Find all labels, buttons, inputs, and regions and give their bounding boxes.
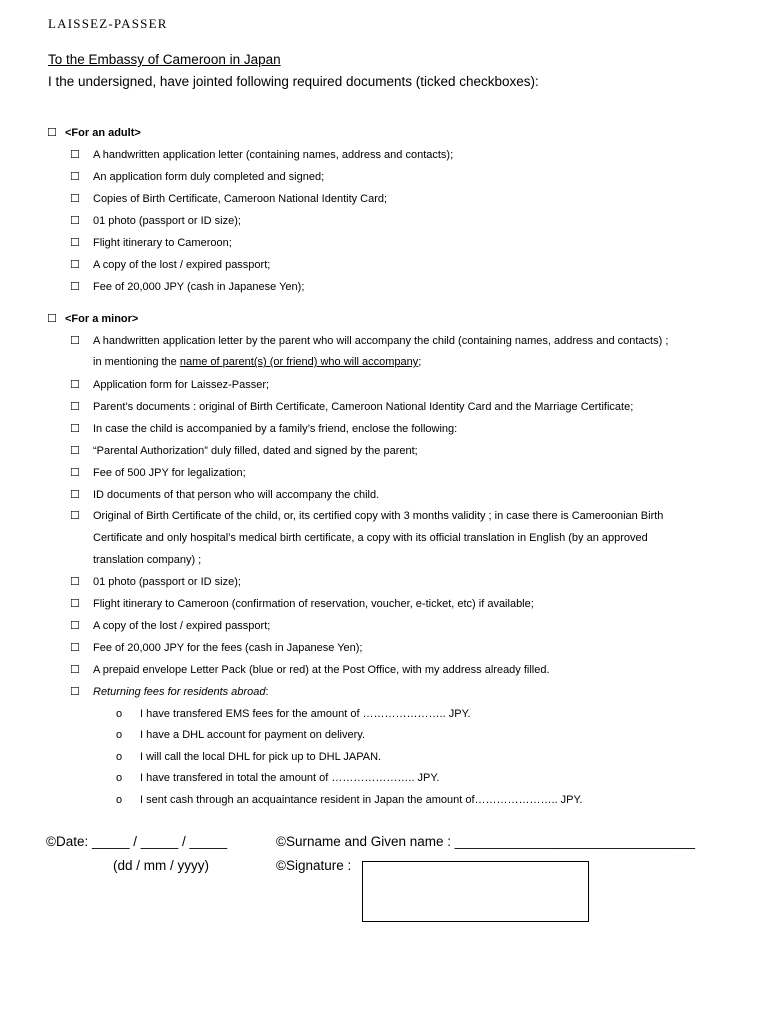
minor-item-continuation: translation company) ; [93, 554, 202, 566]
section-adult [47, 126, 141, 140]
radio-bullet-icon[interactable]: o [116, 708, 123, 720]
minor-item: ☐ Fee of 20,000 JPY for the fees (cash in Japanese Yen); [70, 642, 363, 654]
section-minor [47, 312, 138, 326]
checkbox-icon[interactable]: ☐ [70, 193, 80, 205]
minor-item: ☐ Fee of 500 JPY for legalization; [70, 467, 246, 479]
checkbox-icon[interactable]: ☐ [70, 401, 80, 413]
checkbox-icon[interactable]: ☐ [70, 664, 80, 676]
checkbox-icon[interactable]: ☐ [70, 445, 80, 457]
checkbox-icon[interactable]: ☐ [70, 423, 80, 435]
checkbox-icon[interactable]: ☐ [70, 281, 80, 293]
minor-item: ☐ ID documents of that person who will accompany the child. [70, 489, 380, 501]
checkbox-icon[interactable]: ☐ [70, 335, 80, 347]
returning-fees-item: ☐ Returning fees for residents abroad: [70, 686, 269, 698]
return-option[interactable]: o I have transfered EMS fees for the amount of ………………….. JPY. [116, 708, 471, 720]
checkbox-icon[interactable]: ☐ [70, 686, 80, 698]
minor-item: ☐ A prepaid envelope Letter Pack (blue or red) at the Post Office, with my address already filled. [70, 664, 550, 676]
date-field[interactable]: ©Date: _____ / _____ / _____ [46, 834, 228, 849]
minor-item-birth-certificate: ☐ Original of Birth Certificate of the child, or, its certified copy with 3 months validity ; in case there is Cameroonian Birth [70, 510, 664, 522]
checkbox-icon[interactable]: ☐ [47, 313, 57, 325]
returning-fees-label: Returning fees for residents abroad [93, 686, 266, 698]
checkbox-icon[interactable]: ☐ [70, 467, 80, 479]
return-option[interactable]: o I will call the local DHL for pick up to DHL JAPAN. [116, 751, 382, 763]
section-minor-label: <For a minor> [65, 313, 139, 325]
form-title: LAISSEZ-PASSER [48, 16, 168, 31]
checkbox-icon[interactable]: ☐ [70, 379, 80, 391]
return-option[interactable]: o I sent cash through an acquaintance resident in Japan the amount of………………….. JPY. [116, 794, 583, 806]
section-adult-label: <For an adult> [65, 127, 141, 139]
minor-item: ☐ Parent’s documents : original of Birth Certificate, Cameroon National Identity Card and the Marriage Certificate; [70, 401, 634, 413]
minor-item: ☐ A copy of the lost / expired passport; [70, 620, 271, 632]
minor-item-continuation: in mentioning the name of parent(s) (or friend) who will accompany; [93, 356, 422, 368]
checkbox-icon[interactable]: ☐ [70, 259, 80, 271]
radio-bullet-icon[interactable]: o [116, 729, 123, 741]
checkbox-icon[interactable]: ☐ [70, 642, 80, 654]
intro-text: I the undersigned, have jointed following required documents (ticked checkboxes): [48, 74, 539, 89]
checkbox-icon[interactable]: ☐ [70, 576, 80, 588]
adult-item: ☐ 01 photo (passport or ID size); [70, 215, 241, 227]
adult-item: ☐ A handwritten application letter (containing names, address and contacts); [70, 149, 454, 161]
adult-item: ☐ Copies of Birth Certificate, Cameroon National Identity Card; [70, 193, 388, 205]
name-field[interactable]: ©Surname and Given name : ________________________________ [276, 834, 696, 849]
return-option[interactable]: o I have a DHL account for payment on delivery. [116, 729, 366, 741]
return-option[interactable]: o I have transfered in total the amount of ………………….. JPY. [116, 772, 440, 784]
checkbox-icon[interactable]: ☐ [70, 598, 80, 610]
signature-box[interactable] [362, 861, 589, 922]
minor-item: ☐ “Parental Authorization” duly filled, dated and signed by the parent; [70, 445, 418, 457]
radio-bullet-icon[interactable]: o [116, 751, 123, 763]
checkbox-icon[interactable]: ☐ [70, 149, 80, 161]
checkbox-icon[interactable]: ☐ [70, 171, 80, 183]
checkbox-icon[interactable]: ☐ [70, 620, 80, 632]
checkbox-icon[interactable]: ☐ [70, 215, 80, 227]
checkbox-icon[interactable]: ☐ [70, 510, 80, 522]
minor-item: ☐ Flight itinerary to Cameroon (confirmation of reservation, voucher, e-ticket, etc) if available; [70, 598, 534, 610]
signature-label: ©Signature : [276, 858, 352, 873]
adult-item: ☐ A copy of the lost / expired passport; [70, 259, 271, 271]
adult-item: ☐ Fee of 20,000 JPY (cash in Japanese Yen); [70, 281, 305, 293]
adult-item: ☐ An application form duly completed and signed; [70, 171, 325, 183]
addressee: To the Embassy of Cameroon in Japan [48, 52, 281, 67]
minor-item: ☐ A handwritten application letter by the parent who will accompany the child (containing names, address and contacts) ; [70, 335, 669, 347]
minor-item: ☐ Application form for Laissez-Passer; [70, 379, 270, 391]
minor-item: ☐ 01 photo (passport or ID size); [70, 576, 241, 588]
minor-item-continuation: Certificate and only hospital’s medical birth certificate, a copy with its official translation in English (by an approved [93, 532, 648, 544]
date-format-hint: (dd / mm / yyyy) [113, 858, 210, 873]
checkbox-icon[interactable]: ☐ [70, 489, 80, 501]
checkbox-icon[interactable]: ☐ [70, 237, 80, 249]
checkbox-icon[interactable]: ☐ [47, 127, 57, 139]
minor-item: ☐ In case the child is accompanied by a family’s friend, enclose the following: [70, 423, 458, 435]
adult-item: ☐ Flight itinerary to Cameroon; [70, 237, 232, 249]
radio-bullet-icon[interactable]: o [116, 794, 123, 806]
radio-bullet-icon[interactable]: o [116, 772, 123, 784]
